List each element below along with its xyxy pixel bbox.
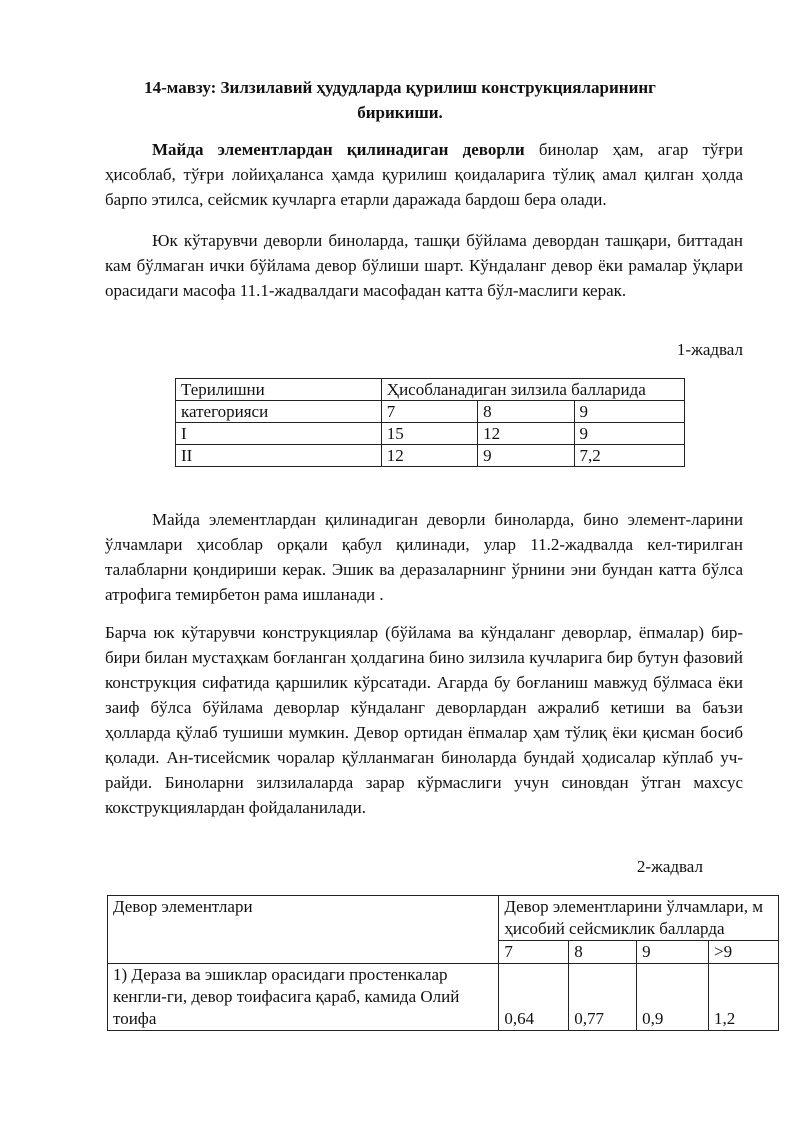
table-2-col-header: >9: [709, 941, 779, 964]
table-1-label: 1-жадвал: [676, 340, 743, 359]
table-1: [175, 378, 685, 467]
table-2-header-dimensions: Девор элементларини ўлчамлари, м ҳисобий сейсмиклик балларда: [499, 896, 779, 941]
table-2: [107, 895, 779, 1031]
table-1-cell: 9: [478, 445, 574, 467]
table-1-cell: 7,2: [574, 445, 684, 467]
table-1-header-category-line1: Терилишни: [181, 380, 265, 399]
table-1-cell: I: [176, 423, 382, 445]
table-2-cell: 0,64: [499, 964, 569, 1031]
table-1-header-category: [176, 379, 382, 401]
paragraph-4: Барча юк кўтарувчи конструкциялар (бўйлама ва кўндаланг деворлар, ёпмалар) бир-бири билан мустаҳкам боғланган ҳолдагина бино зилзила кучларига бир бутун фазовий конструкция сифатида қаршилик кўрсатади. Агарда бу боғланиш мавжуд бўлмаса ёки заиф бўлса бўйлама деворлар кўндаланг деворлардан ажралиб кетиши ва баъзи ҳолларда қўлаб тушиши мумкин. Девор ортидан ёпмалар ҳам тўлиқ ёки қисман босиб қолади. Ан-тисейсмик чоралар қўлланмаган биноларда бундай ҳодисалар кўплаб уч-райди. Биноларни зилзилаларда зарар кўрмаслиги учун синовдан ўтган махсус кокструкциялардан фойдаланилади.: [105, 623, 743, 817]
table-1-cell: 12: [478, 423, 574, 445]
table-2-cell: 1,2: [709, 964, 779, 1031]
table-2-header-elements: Девор элементлари: [108, 896, 499, 964]
paragraph-3: Майда элементлардан қилинадиган деворли биноларда, бино элемент-ларини ўлчамлари ҳисоблар орқали қабул қилинади, улар 11.2-жадвалда кел-тирилган талабларни қондириши керак. Эшик ва деразаларнинг ўрнини эни бундан катта бўлса атрофига темирбетон рама ишланади .: [105, 510, 743, 604]
table-1-cell: 9: [574, 423, 684, 445]
paragraph-2: Юк кўтарувчи деворли биноларда, ташқи бўйлама девордан ташқари, биттадан кам бўлмаган ички бўйлама девор бўлиши шарт. Кўндаланг девор ёки рамалар ўқлари орасидаги масофа 11.1-жадвалдаги масофадан катта бўл-маслиги керак.: [105, 231, 743, 300]
table-1-cell: 12: [381, 445, 477, 467]
table-2-col-header: 9: [637, 941, 709, 964]
paragraph-1: [105, 137, 743, 212]
table-row: [176, 423, 685, 445]
page-title: 14-мавзу: Зилзилавий ҳудудларда қурилиш конструкцияларининг бирикиши.: [144, 78, 656, 122]
table-2-cell: 0,9: [637, 964, 709, 1031]
table-1-header-category-cont: категорияси: [176, 401, 382, 423]
table-row: [176, 445, 685, 467]
table-2-label: 2-жадвал: [636, 857, 703, 876]
table-2-col-header: 8: [569, 941, 637, 964]
table-row: [108, 964, 779, 1031]
table-1-header-group: Ҳисобланадиган зилзила балларида: [381, 379, 684, 401]
paragraph-1-text: бинолар ҳам, агар тўғри ҳисоблаб, тўғри лойиҳаланса ҳамда қурилиш қоидаларига тўлиқ амал қилган ҳолда барпо этилса, сейсмик кучларга етарли даражада бардош бера олади.: [105, 140, 743, 209]
table-2-col-header: 7: [499, 941, 569, 964]
table-1-col-header: 9: [574, 401, 684, 423]
table-1-col-header: 8: [478, 401, 574, 423]
paragraph-1-bold: Майда элементлардан қилинадиган деворли: [152, 140, 525, 159]
table-2-cell: 0,77: [569, 964, 637, 1031]
table-2-cell: 1) Дераза ва эшиклар орасидаги простенкалар кенгли-ги, девор тоифасига қараб, камида Олий тоифа: [108, 964, 499, 1031]
table-1-col-header: 7: [381, 401, 477, 423]
table-1-cell: 15: [381, 423, 477, 445]
table-1-cell: II: [176, 445, 382, 467]
